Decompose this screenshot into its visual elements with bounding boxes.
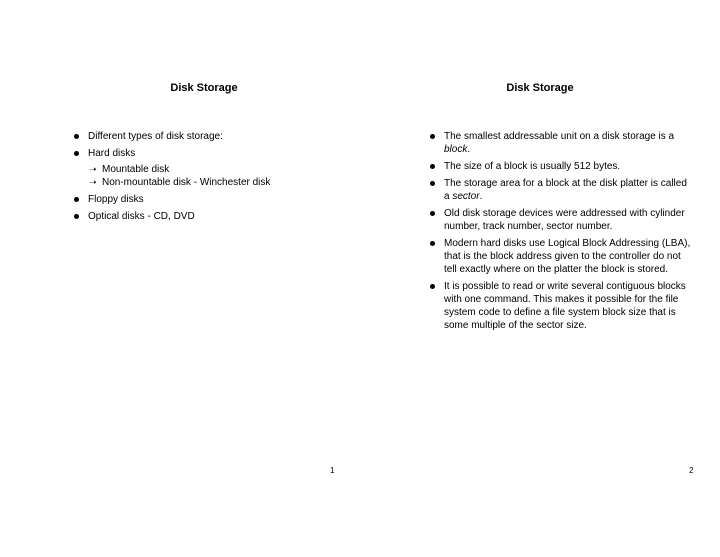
page-number: 2 <box>689 466 694 475</box>
list-item-text: Optical disks - CD, DVD <box>88 211 195 222</box>
list-item-text: It is possible to read or write several contiguous blocks with one command. This makes it possible for the file system code to define a file system block size that is some multiple of the sector size. <box>444 281 686 331</box>
list-item <box>430 237 692 276</box>
list-item-text: Old disk storage devices were addressed with cylinder number, track number, sector number. <box>444 208 685 232</box>
list-item-text: The size of a block is usually 512 bytes. <box>444 161 621 172</box>
bullet-icon <box>74 197 79 202</box>
bullet-icon <box>74 214 79 219</box>
list-item <box>430 177 692 203</box>
left-page-title: Disk Storage <box>170 82 238 94</box>
bullet-icon <box>430 284 435 289</box>
list-item <box>430 130 692 156</box>
right-bullet-list <box>430 130 692 336</box>
list-item-emphasis: sector <box>452 191 480 202</box>
left-bullet-list <box>74 130 344 227</box>
list-item-text: Floppy disks <box>88 194 144 205</box>
list-item <box>430 160 692 173</box>
list-item-text: The smallest addressable unit on a disk storage is a <box>444 131 675 142</box>
list-item <box>74 130 344 143</box>
list-item-text: Modern hard disks use Logical Block Addressing (LBA), that is the block address given to the controller do not tell exactly where on the platter the block is stored. <box>444 238 691 275</box>
list-item-text: The storage area for a block at the disk platter is called a <box>444 178 687 202</box>
page-number: 1 <box>330 466 335 475</box>
arrow-right-icon: ➝ <box>89 164 97 174</box>
bullet-icon <box>74 134 79 139</box>
bullet-icon <box>74 151 79 156</box>
sub-list-item <box>88 163 344 176</box>
sub-list-item-text: Non-mountable disk - Winchester disk <box>102 177 271 188</box>
sub-list <box>88 163 344 189</box>
list-item <box>74 210 344 223</box>
bullet-icon <box>430 241 435 246</box>
list-item <box>74 193 344 206</box>
list-item <box>430 280 692 332</box>
right-page <box>360 0 720 557</box>
list-item-text: Different types of disk storage: <box>88 131 223 142</box>
list-item <box>430 207 692 233</box>
bullet-icon <box>430 164 435 169</box>
list-item-text: Hard disks <box>88 148 136 159</box>
sub-list-item-text: Mountable disk <box>102 164 170 175</box>
sub-list-item <box>88 176 344 189</box>
list-item-suffix: . <box>467 144 471 155</box>
bullet-icon <box>430 181 435 186</box>
arrow-right-icon: ➝ <box>89 177 97 187</box>
list-item <box>74 147 344 189</box>
list-item-suffix: . <box>479 191 483 202</box>
bullet-icon <box>430 211 435 216</box>
list-item-emphasis: block <box>444 144 468 155</box>
bullet-icon <box>430 134 435 139</box>
right-page-title: Disk Storage <box>506 82 574 94</box>
